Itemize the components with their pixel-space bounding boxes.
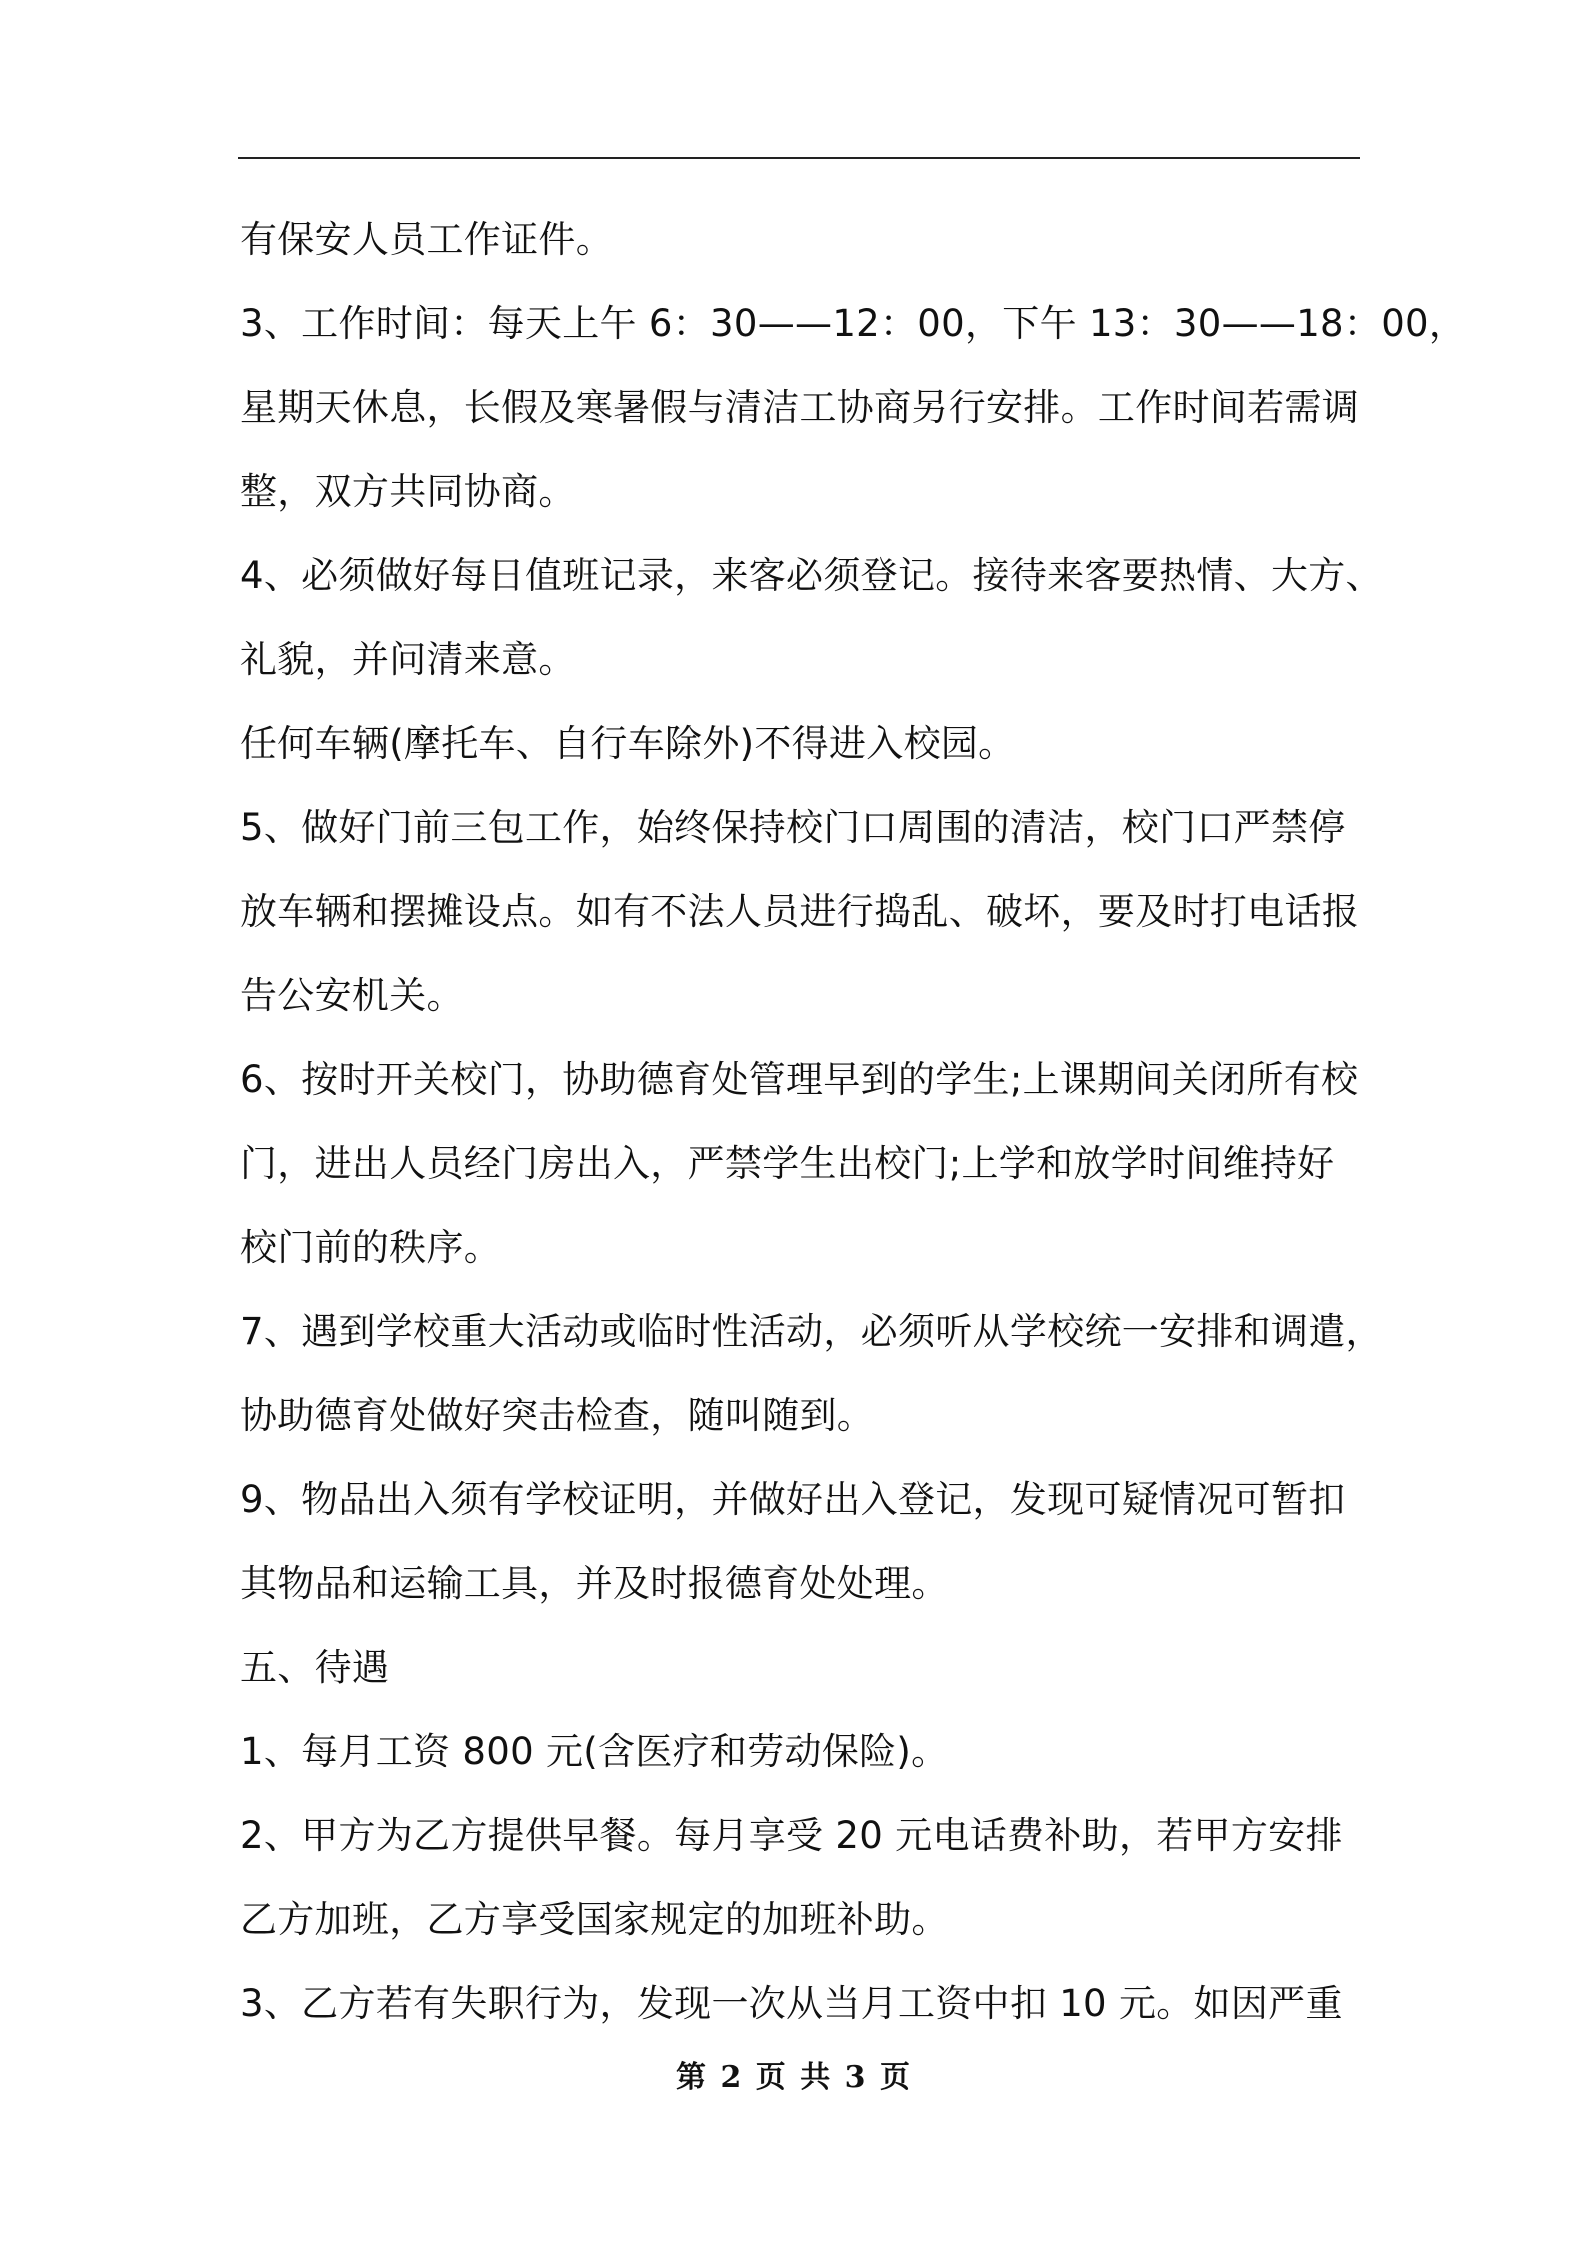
text-line: 校门前的秩序。 xyxy=(240,1226,502,1269)
text-line: 3、乙方若有失职行为，发现一次从当月工资中扣 10 元。如因严重 xyxy=(240,1982,1343,2025)
text-line: 门，进出人员经门房出入，严禁学生出校门;上学和放学时间维持好 xyxy=(240,1142,1335,1185)
page-unit: 页 xyxy=(755,2060,786,2095)
text-line: 乙方加班，乙方享受国家规定的加班补助。 xyxy=(240,1898,949,1941)
page-footer xyxy=(0,2052,1586,2096)
text-line: 任何车辆(摩托车、自行车除外)不得进入校园。 xyxy=(240,722,1016,765)
text-line: 其物品和运输工具，并及时报德育处处理。 xyxy=(240,1562,949,1605)
text-line: 2、甲方为乙方提供早餐。每月享受 20 元电话费补助，若甲方安排 xyxy=(240,1814,1343,1857)
text-line: 礼貌，并问清来意。 xyxy=(240,638,576,681)
text-line: 7、遇到学校重大活动或临时性活动，必须听从学校统一安排和调遣， xyxy=(240,1310,1383,1353)
page-label: 第 xyxy=(675,2060,706,2095)
text-line: 5、做好门前三包工作，始终保持校门口周围的清洁，校门口严禁停 xyxy=(240,806,1346,849)
text-line: 6、按时开关校门，协助德育处管理早到的学生;上课期间关闭所有校 xyxy=(240,1058,1359,1101)
page-number: 2 xyxy=(720,2060,742,2095)
text-line: 放车辆和摆摊设点。如有不法人员进行捣乱、破坏，要及时打电话报 xyxy=(240,890,1359,933)
text-line: 3、工作时间：每天上午 6：30——12：00，下午 13：30——18：00， xyxy=(240,302,1467,345)
total-label: 共 xyxy=(800,2060,831,2095)
total-unit: 页 xyxy=(880,2060,910,2095)
text-line: 整，双方共同协商。 xyxy=(240,470,576,513)
header-rule xyxy=(238,157,1360,159)
section-heading: 五、待遇 xyxy=(240,1646,390,1689)
text-line: 9、物品出入须有学校证明，并做好出入登记，发现可疑情况可暂扣 xyxy=(240,1478,1346,1521)
total-pages: 3 xyxy=(844,2060,866,2095)
text-line: 1、每月工资 800 元(含医疗和劳动保险)。 xyxy=(240,1730,949,1773)
text-line: 协助德育处做好突击检查，随叫随到。 xyxy=(240,1394,875,1437)
text-line: 星期天休息，长假及寒暑假与清洁工协商另行安排。工作时间若需调 xyxy=(240,386,1359,429)
document-body xyxy=(240,198,1467,2046)
text-line: 有保安人员工作证件。 xyxy=(240,218,613,261)
text-line: 告公安机关。 xyxy=(240,974,464,1017)
text-line: 4、必须做好每日值班记录，来客必须登记。接待来客要热情、大方、 xyxy=(240,554,1383,597)
